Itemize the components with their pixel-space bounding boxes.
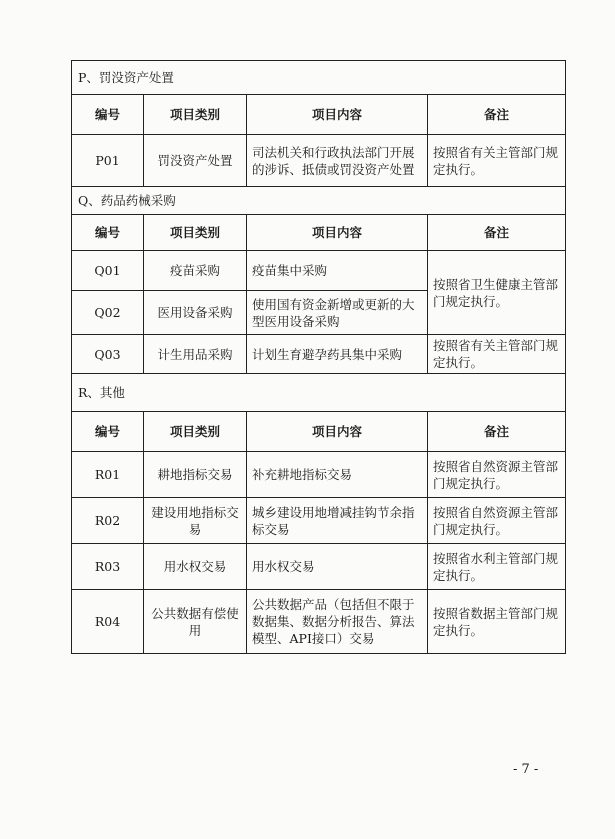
row-content: 城乡建设用地增减挂钩节余指标交易	[247, 498, 428, 544]
row-id: R01	[72, 452, 144, 498]
table-row	[72, 544, 566, 590]
row-id: R02	[72, 498, 144, 544]
row-id: Q03	[72, 335, 144, 374]
row-remark: 按照省水利主管部门规定执行。	[428, 544, 566, 590]
row-remark: 按照省有关主管部门规定执行。	[428, 135, 566, 187]
section-title-row	[72, 187, 566, 215]
row-content: 补充耕地指标交易	[247, 452, 428, 498]
row-id: Q01	[72, 251, 144, 291]
section-title-r: R、其他	[72, 374, 566, 412]
row-category: 医用设备采购	[144, 291, 247, 335]
table-row	[72, 135, 566, 187]
header-remark: 备注	[428, 95, 566, 135]
row-content: 使用国有资金新增或更新的大型医用设备采购	[247, 291, 428, 335]
header-id: 编号	[72, 215, 144, 251]
table-row	[72, 590, 566, 654]
row-id: P01	[72, 135, 144, 187]
table-row	[72, 251, 566, 291]
row-category: 计生用品采购	[144, 335, 247, 374]
row-category: 耕地指标交易	[144, 452, 247, 498]
row-content: 计划生育避孕药具集中采购	[247, 335, 428, 374]
row-id: R04	[72, 590, 144, 654]
row-remark: 按照省数据主管部门规定执行。	[428, 590, 566, 654]
row-category: 罚没资产处置	[144, 135, 247, 187]
row-category: 疫苗采购	[144, 251, 247, 291]
row-content: 用水权交易	[247, 544, 428, 590]
header-content: 项目内容	[247, 215, 428, 251]
header-remark: 备注	[428, 215, 566, 251]
header-remark: 备注	[428, 412, 566, 452]
table-row	[72, 335, 566, 374]
header-category: 项目类别	[144, 95, 247, 135]
section-title-q: Q、药品药械采购	[72, 187, 566, 215]
header-row	[72, 412, 566, 452]
row-remark: 按照省自然资源主管部门规定执行。	[428, 498, 566, 544]
row-category: 公共数据有偿使用	[144, 590, 247, 654]
header-row	[72, 215, 566, 251]
row-content: 疫苗集中采购	[247, 251, 428, 291]
header-id: 编号	[72, 95, 144, 135]
row-remark-merged: 按照省卫生健康主管部门规定执行。	[428, 251, 566, 335]
section-title-row	[72, 374, 566, 412]
row-id: Q02	[72, 291, 144, 335]
row-category: 用水权交易	[144, 544, 247, 590]
row-content: 司法机关和行政执法部门开展的涉诉、抵债或罚没资产处置	[247, 135, 428, 187]
row-remark: 按照省自然资源主管部门规定执行。	[428, 452, 566, 498]
section-title-row	[72, 61, 566, 95]
header-category: 项目类别	[144, 412, 247, 452]
header-id: 编号	[72, 412, 144, 452]
header-category: 项目类别	[144, 215, 247, 251]
row-content: 公共数据产品（包括但不限于数据集、数据分析报告、算法模型、API接口）交易	[247, 590, 428, 654]
project-table	[71, 60, 566, 654]
header-row	[72, 95, 566, 135]
table-row	[72, 452, 566, 498]
document-page	[71, 60, 565, 654]
row-remark: 按照省有关主管部门规定执行。	[428, 335, 566, 374]
header-content: 项目内容	[247, 412, 428, 452]
header-content: 项目内容	[247, 95, 428, 135]
row-category: 建设用地指标交易	[144, 498, 247, 544]
page-number: - 7 -	[513, 762, 539, 777]
row-id: R03	[72, 544, 144, 590]
table-row	[72, 498, 566, 544]
section-title-p: P、罚没资产处置	[72, 61, 566, 95]
